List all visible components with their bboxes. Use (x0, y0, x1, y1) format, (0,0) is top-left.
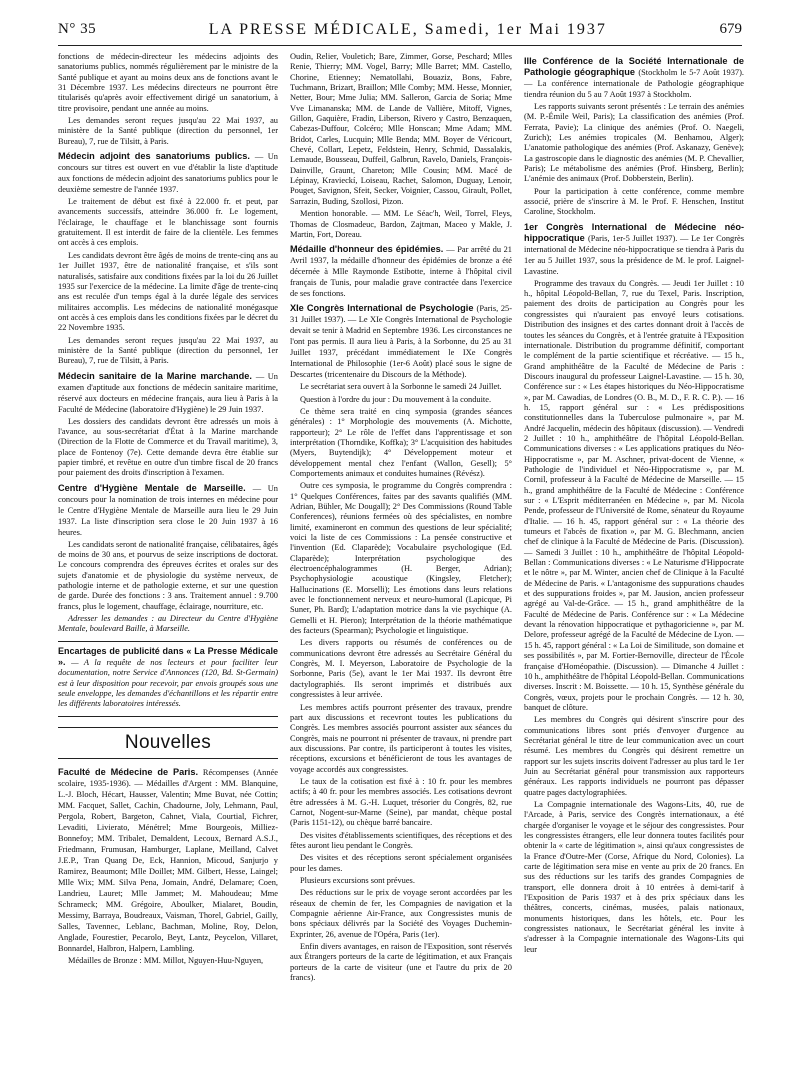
heading-text: Faculté de Médecine de Paris. (58, 767, 198, 778)
issue-number: N° 35 (58, 21, 97, 37)
section-heading (58, 371, 278, 415)
journal-title: LA PRESSE MÉDICALE, Samedi, 1er Mai 1937 (208, 20, 607, 38)
heading-text: XIe Congrès International de Psychologie (290, 303, 474, 314)
paragraph: Des réductions sur le prix de voyage seront accordées par les réseaux de chemin de fer, les Compagnies de navigation et la Compagnie aérienne Air-France, aux Congressistes munis de bons spéciaux délivrés par la Société des Voyages Duchemin-Exprinter, 26, avenue de l'Opéra, Paris (1er). (290, 888, 512, 939)
paragraph: Les demandes seront reçues jusqu'au 22 Mai 1937, au ministère de la Santé publique (direction du personnel, 1er Bureau), 7, rue de Tilsitt, à Paris. (58, 335, 278, 366)
paragraph: Outre ces symposia, le programme du Congrès comprendra : 1° Quelques Conférences, faites par des savants qualifiés (MM. Adrian, Bühler, Mc Dougall); 2° Des Commissions (Round Table Conferences), réunions fermées où des spécialistes, en nombre limité, examineront en commun des questions de leur spécialité; voici la liste de ces Commissions : La pensée constructive et l'invention (Ed. Claparède); Vocabulaire psychologique (Ed. Claparède); Interprétation psychologique des électroencéphalogrammes (H. Berger, Adrian); Psychophysiologie acoustique (Kingsley, Fletcher); Hallucinations (E. Morselli); Les émotions dans leurs relations avec le fonctionnement nerveux et neuro-humoral (Lapicque, Pi Suner, Ph. Bard); L'adaptation motrice dans la vie psychique (A. Gemelli et H. Pieron); Interprétation de la théorie mathématique des facteurs (Spearman); Psychologie et linguistique. (290, 481, 512, 636)
heading-body: Récompenses (Année scolaire, 1935-1936). — Médailles d'Argent : MM. Blanquine, L.-J. Bloch, Hécart, Hausser, Valentin; Mme Buvat, née Cottin; MM. Facquet, Sallet, Cachin, Chadourne, Joly, Lehmann, Paul, Pergola, Robert, Bargeton, Cahnet, Viala, Courtial, Fichrer, Levaditi, Livierato, Ménétrel; Mme Bourgeois, Milliez-Bonnefoy; MM. Tribalet, Demaldent, Lecoux, Bernard A.S.J., Friedmann, Frumusan, Hamburger, Laplane, Meilland, Calvet J.E.P., Tran Quang De, Eck, Hannion, Micoud, Sanjurjo y Ramirez, Beaumont; Mlle Doillet; MM. Gilbert, Hesse, Laingel; Mlle Wix; MM. Silva Pena, Jomain, André, Delamare; Coen, Landrieu, Lauret; Mlle Jammet; M. Mahoudeau; Mme Schrameck; MM. Grégoire, Aboulker, Mialaret, Boudin, Messimy, Barraya, Boudreaux, Vaisman, Thorel, Gabriel, Gailly, Salles, Tavennec, Leblanc, Bachman, Moline, Roy, Delon, Anglade, Fourestier, Pecarolo, Beyt, Lantz, Peycelon, Villaret, Bonnardel, Halbron, Halpern, Lambling. (58, 768, 278, 954)
paragraph: Les candidats seront de nationalité française, célibataires, âgés de moins de 30 ans, et pourvus de seize inscriptions de doctorat. Le concours comprendra des épreuves écrites et orales sur des sujets d'anatomie et de physiologie du système nerveux, de pathologie interne et de pathologie externe, et sur une question de garde. Durée des fonctions : 3 ans. Traitement annuel : 9.700 francs, plus le logement, chauffage, éclairage, nourriture, etc. (58, 539, 278, 611)
paragraph: fonctions de médecin-directeur les médecins adjoints des sanatoriums publics, nommés régulièrement par le ministre de la Santé publique et ayant au moins deux ans de fonctions avant le 31 Décembre 1937. Les médecins directeurs ne pourront être titularisés qu'après avoir effectivement dirigé un sanatorium, à titre provisoire, pendant une année au moins. (58, 52, 278, 113)
section-heading (524, 56, 744, 100)
paragraph: Plusieurs excursions sont prévues. (300, 876, 415, 885)
section-heading (290, 303, 512, 380)
page-header (58, 14, 742, 46)
section-heading (58, 151, 278, 195)
heading-text: Médecin adjoint des sanatoriums publics. (58, 151, 250, 162)
paragraph: Médailles de Bronze : MM. Millot, Nguyen-Huu-Nguyen, (68, 956, 264, 966)
heading-text: IIIe Conférence de la Société Internationale de Pathologie géographique (524, 56, 744, 77)
paragraph: Mention honorable. — MM. Le Séac'h, Weil, Torrel, Fleys, Thomas de Closmadeuc, Bardon, Zajtman, Maceo y Makle, J. Martin, Fort, Doreau. (290, 209, 512, 239)
section-heading (58, 767, 278, 954)
divider (58, 758, 278, 759)
paragraph: Les candidats devront être âgés de moins de trente-cinq ans au 1er Juillet 1937, être de nationalité française, et s'ils sont naturalisés, satisfaire aux conditions fixées par la loi du 26 Juillet 1935 sur l'exercice de la médecine. La limite d'âge de trente-cinq ans est reculée d'un temps égal à la durée légale des services militaires accomplis. Les médecins de nationalité monégasque ont accès à ces emplois dans les conditions fixées par le décret du 22 Novembre 1935. (58, 250, 278, 333)
paragraph: Les rapports suivants seront présentés : Le terrain des anémies (M. P.-Émile Weil, Paris); La classification des anémies (Prof. Ferrata, Pavie); La clinique des anémies (Prof. O. Naegeli, Zurich); Les anémies tropicales (M. Benhamou, Alger); L'anatomie pathologique des anémies (Prof. Askanazy, Genève); La gastroscopie dans le diagnostic des anémies (M. P. Chevallier, Paris); Le métabolisme des anémies (Prof. Hinsberg, Berlin); L'anémie des animaux (Prof. Dobberstein, Berlin). (524, 102, 744, 184)
page-number: 679 (719, 21, 742, 37)
advert-text (58, 646, 278, 710)
heading-body: (Stockholm le 5-7 Août 1937). — La conférence internationale de Pathologie géographique tiendra réunion du 5 au 7 Août 1937 à Stockholm. (524, 68, 744, 99)
paragraph: Le traitement de début est fixé à 22.000 fr. et peut, par avancements successifs, atteindre 36.000 fr. Le logement, l'éclairage, le chauffage et le blanchissage sont fournis gratuitement. Il est interdit de faire de la clientèle. Les femmes ont accès à ces emplois. (58, 197, 278, 248)
section-heading (524, 222, 744, 277)
advert-body: — A la requête de nos lecteurs et pour faciliter leur documentation, notre Service d'Annonces (120, Bd. St-Germain) est à leur disposition pour recevoir, par envois groupés sous une seule enveloppe, les demandes d'échantillons et les répartir entre les différents laboratoires intéressés. (58, 658, 279, 709)
heading-body: — Un concours sur titres est ouvert en vue d'établir la liste d'aptitude aux fonctions de médecin adjoint des sanatoriums publics pour le deuxième semestre de l'année 1937. (58, 152, 278, 195)
heading-text: 1er Congrès International de Médecine néo-hippocratique (524, 221, 744, 243)
paragraph: Oudin, Relier, Vouletich; Bare, Zimmer, Gorse, Peschard; Mlles Renie, Thierry; MM. Vogel, Barry; Mlle Barret; MM. Castello, Chorine, Etienney; Nematollahi, Bouaziz, Bons, Fabre, Tuchmann, Brizart, Braillon; Mlle Comby; MM. Hesse, Monnier, Netter, Bour; Mme Julia; MM. Salleron, Garcia de Soria; Mme Vve Limananska; MM. de Lande de Vallière, Mitoff, Vignes, Gillon, Gaquière, Fradin, Liberson, Rivero y Castro, Benzaquen, Cabezas-Duffour, Colcéro; Mlle Honscan; Mme Adam; MM. Bridot, Carles, Lucquin; Mlle Benda; MM. Boyer de Véricourt, Chevé, Collart, Lepetz, Feldstein, Henry, Schmid, Dassalakis, Lemaude, Bousseau, Duffeil, Galbrun, Ravelo, Daniels, François-Dainville, Graunt, Chareton; Mlle Cousin; MM. Macé de Lépinay, Kravieckí, Loiseau, Rachet, Salomon, Duguay, Lenoir, Pouget, Savignon, Sfeit, Secker, Voignier, Cassou, Girault, Pollet, Sarrazin, Buding, Szollosi, Pizon. (290, 52, 512, 206)
heading-body: (Paris, 1er-5 Juillet 1937). — Le 1er Congrès international de Médecine néo-hippocratique se tiendra à Paris du 1er au 5 Juillet 1937, sous la présidence de M. le prof. Laignel-Lavastine. (524, 233, 744, 276)
paragraph: Enfin divers avantages, en raison de l'Exposition, sont réservés aux Étrangers porteurs de la carte de légitimation, et aux Français porteurs de la carte de visiteur (une et l'autre du prix de 20 francs). (290, 942, 512, 983)
heading-text: Médecin sanitaire de la Marine marchande. (58, 370, 252, 381)
section-heading (58, 483, 278, 538)
heading-body: — Un concours pour la nomination de trois internes en médecine pour le Centre d'Hygiène Mentale de Marseille aura lieu le 29 Juin 1937. La liste d'inscription sera close le 20 Juin 1937 à 16 heures. (58, 483, 278, 537)
paragraph: Ce thème sera traité en cinq symposia (grandes séances générales) : 1° Morphologie des mouvements (A. Michotte, rapporteur); 2° Le rôle de l'effet dans l'apprentissage et son interprétation (Thorndike, Koffka); 3° L'acquisition des habitudes (Myers, Buytendijk); 4° Développement moteur et développement mental chez l'enfant (Wallon, Gesell); 5° Comportements animaux et conduites humaines (Révész). (290, 406, 512, 478)
heading-body: — Par arrêté du 21 Avril 1937, la médaille d'honneur des épidémies de bronze a été décernée à Mlle Raymonde Estibotte, interne à l'hôpital civil français de Tunis, pour maladie grave contractée dans l'exercice de ses fonctions. (290, 245, 512, 299)
paragraph: Les dossiers des candidats devront être adressés un mois à l'avance, au sous-secrétariat d'État à la Marine marchande (Direction de la Flotte de Commerce et du Travail maritime), 3, place de Fontenoy (7e). Cette demande devra être établie sur papier timbré, et revêtue en outre d'un timbre fiscal de 20 francs pour paiement des droits d'inscription à l'examen. (58, 416, 278, 478)
paragraph: Le secrétariat sera ouvert à la Sorbonne le samedi 24 Juillet. (300, 382, 502, 392)
paragraph: Programme des travaux du Congrès. — Jeudi 1er Juillet : 10 h., hôpital Léopold-Bellan, 7, rue du Texel, Paris. Inscription, paiement des droits de participation au Congrès pour les congressistes qui n'auraient pas envoyé leurs cotisations. Distribution des insignes et des cartes donnant droit à l'accès de toutes les séances du Congrès, et à l'entrée gratuite à l'Exposition internationale. Distribution du programme définitif, comportant le complément de la partie scientifique et récréative. — 15 h., Grand amphithéâtre de la Faculté de Médecine de Paris : Discours inaugural du professeur Laignel-Lavastine. — 15 h. 30, Conférence sur : « Les étapes historiques du Néo-Hippocratisme », par M. Cawadias, de Londres (O. B., M. D., F. R. C. P.). — 16 h. 15, rapport général sur : « Les prédispositions constitutionnelles dans la Tuberculose pulmonaire », par M. André Jacquelin, médecin des hôpitaux (discussion). — Vendredi 2 Juillet : 10 h., amphithéâtre de l'hôpital Léopold-Bellan. Communications diverses : « Les applications pratiques du Néo-Hippocratisme », par M. Aschner, privat-docent de Vienne, « Pathologie de l'individuel et Néo-Hippocratisme », par M. Cornil, professeur à la Faculté de Médecine de Marseille. — 15 h., grand amphithéâtre de la Faculté de Médecine : Conférence sur : « L'Esprit méditerranéen en Médecine », par M. Nicola Pende, professeur de l'Université de Rome, sénateur du Royaume d'Italie. — 16 h. 45, rapport général sur : « La théorie des tumeurs et l'abcès de fixation », par M. G. Blechmann, ancien chef de clinique à la Faculté de Médecine de Paris. (Discussion). — Samedi 3 Juillet : 10 h., amphithéâtre de l'hôpital Léopold-Bellan : Communications diverses : « Le Naturisme d'Hippocrate et le nôtre », par M. Winter, ancien chef de Clinique à la Faculté de Médecine de Paris. « L'antagonisme des suppurations chaudes et des suppurations froides », par M. Jausion, ancien professeur agrégé au Val-de-Grâce. — 15 h., grand amphithéâtre de la Faculté de Médecine de Paris. Conférence sur : « La Médecine devant la rénovation hippocratique et pythagoricienne », par M. Delore, professeur agrégé de la Faculté de Médecine de Lyon. — 15 h. 45, rapport général : « La Loi de Similitude, son domaine et ses possibilités », par M. Fortier-Bernoville, directeur de l'École française d'Homéopathie. (Discussion). — Dimanche 4 Juillet : 10 h., amphithéâtre de l'hôpital Léopold-Bellan. Communications diverses. Inscrit : M. Boissette. — 10 h. 15, Synthèse générale du Congrès, vœux, projets pour le prochain Congrès. — 12 h. 30, banquet de clôture. (524, 278, 744, 712)
paragraph: Les membres du Congrès qui désirent s'inscrire pour des communications libres sont priés d'envoyer d'urgence au Secrétariat général le titre de leur communication avec un court résumé. Les membres du Congrès qui désirent remettre un rapport sur les sujets inscrits doivent l'adresser au plus tard le 1er Juin au Secrétariat général pour transmission aux rapporteurs généraux. Les rapports individuels ne pourront pas dépasser quatre pages dactylographiées. (524, 715, 744, 797)
column-3 (524, 52, 744, 957)
paragraph: La Compagnie internationale des Wagons-Lits, 40, rue de l'Arcade, à Paris, service des Congrès internationaux, a été chargée d'organiser le voyage et le séjour des congressistes. Pour les congressistes étrangers, elle leur donnera toutes facilités pour obtenir la « carte de légitimation », ainsi qu'aux congressistes de la France d'Outre-Mer (Corse, Afrique du Nord, Colonies). La carte de légitimation sera mise en vente au prix de 20 francs. En sus des réductions sur les tarifs des grandes Compagnies de transport, elle donnera droit à 10 entrées à demi-tarif à l'Exposition de Paris 1937 et à des prix spéciaux dans les théâtres, concerts, cinémas, musées, palais nationaux, monuments historiques, dans les hôtels, etc. Pour les congressistes nationaux, le Secrétariat général les invite à s'adresser à la Compagnie internationale des Wagons-Lits qui leur (524, 799, 744, 954)
heading-body: — Un examen d'aptitude aux fonctions de médecin sanitaire maritime, réservé aux docteurs en médecine français, aura lieu à Paris à la Faculté de Médecine (laboratoire d'Hygiène) le 29 Juin 1937. (58, 371, 278, 414)
paragraph: Des visites et des réceptions seront spécialement organisées pour les dames. (290, 853, 512, 873)
heading-body: (Paris, 25-31 Juillet 1937). — Le XIe Congrès International de Psychologie devait se tenir à Madrid en Septembre 1936. Les circonstances ne l'ont pas permis. Il aura lieu à Paris, à la Sorbonne, du 25 au 31 Juillet 1937, précédant immédiatement le IXe Congrès International de Philosophie (1er-6 Août) placé sous le signe de Descartes (tricentenaire du Discours de la Méthode). (290, 304, 512, 380)
advert-box (58, 641, 278, 717)
column-1 (58, 52, 278, 969)
advert-heading: Encartages de publicité dans « La Presse Médicale ». (58, 645, 278, 668)
paragraph: Pour la participation à cette conférence, comme membre associé, prière de s'inscrire à M. le Prof. F. Henschen, Institut Caroline, Stockholm. (524, 186, 744, 217)
heading-text: Médaille d'honneur des épidémies. (290, 244, 444, 255)
paragraph: Adresser les demandes : au Directeur du Centre d'Hygiène Mentale, boulevard Baille, à Marseille. (58, 614, 278, 634)
column-2 (290, 52, 512, 985)
paragraph: Des visites d'établissements scientifiques, des réceptions et des fêtes auront lieu pendant le Congrès. (290, 830, 512, 850)
paragraph: Les divers rapports ou résumés de conférences ou de communications devront être adressés au Secrétaire Général du Congrès, M. I. Meyerson, Laboratoire de Psychologie de la Sorbonne, Paris (5e), avant le 1er Mai 1937. Ils devront être dactylographiés. Ils seront imprimés et distribués aux congressistes à leur arrivée. (290, 638, 512, 700)
section-heading (290, 244, 512, 299)
paragraph: Les membres actifs pourront présenter des travaux, prendre part aux discussions et recevront toutes les publications du Congrès. Les membres associés pourront assister aux séances du Congrès, mais ne pourront ni présenter de travaux, ni prendre part aux discussions. Par contre, ils participeront à toutes les visites, réceptions, excursions et bénéficieront de tous les avantages de voyage accordés aux congressistes. (290, 702, 512, 774)
section-title: Nouvelles (124, 731, 212, 753)
paragraph: Les demandes seront reçues jusqu'au 22 Mai 1937, au ministère de la Santé publique (direction du personnel, 1er Bureau), 7, rue de Tilsitt, à Paris. (58, 116, 278, 146)
paragraph: Question à l'ordre du jour : Du mouvement à la conduite. (300, 394, 492, 404)
paragraph: Le taux de la cotisation est fixé à : 10 fr. pour les membres actifs; à 40 fr. pour les membres associés. Les cotisations devront être adressées à M. G.-H. Luquet, trésorier du Congrès, 82, rue Carnot, Nogent-sur-Marne (Seine), par mandat, chèque postal (Paris 1151-12), ou chèque barré bancaire. (290, 776, 512, 828)
heading-text: Centre d'Hygiène Mentale de Marseille. (58, 482, 246, 493)
